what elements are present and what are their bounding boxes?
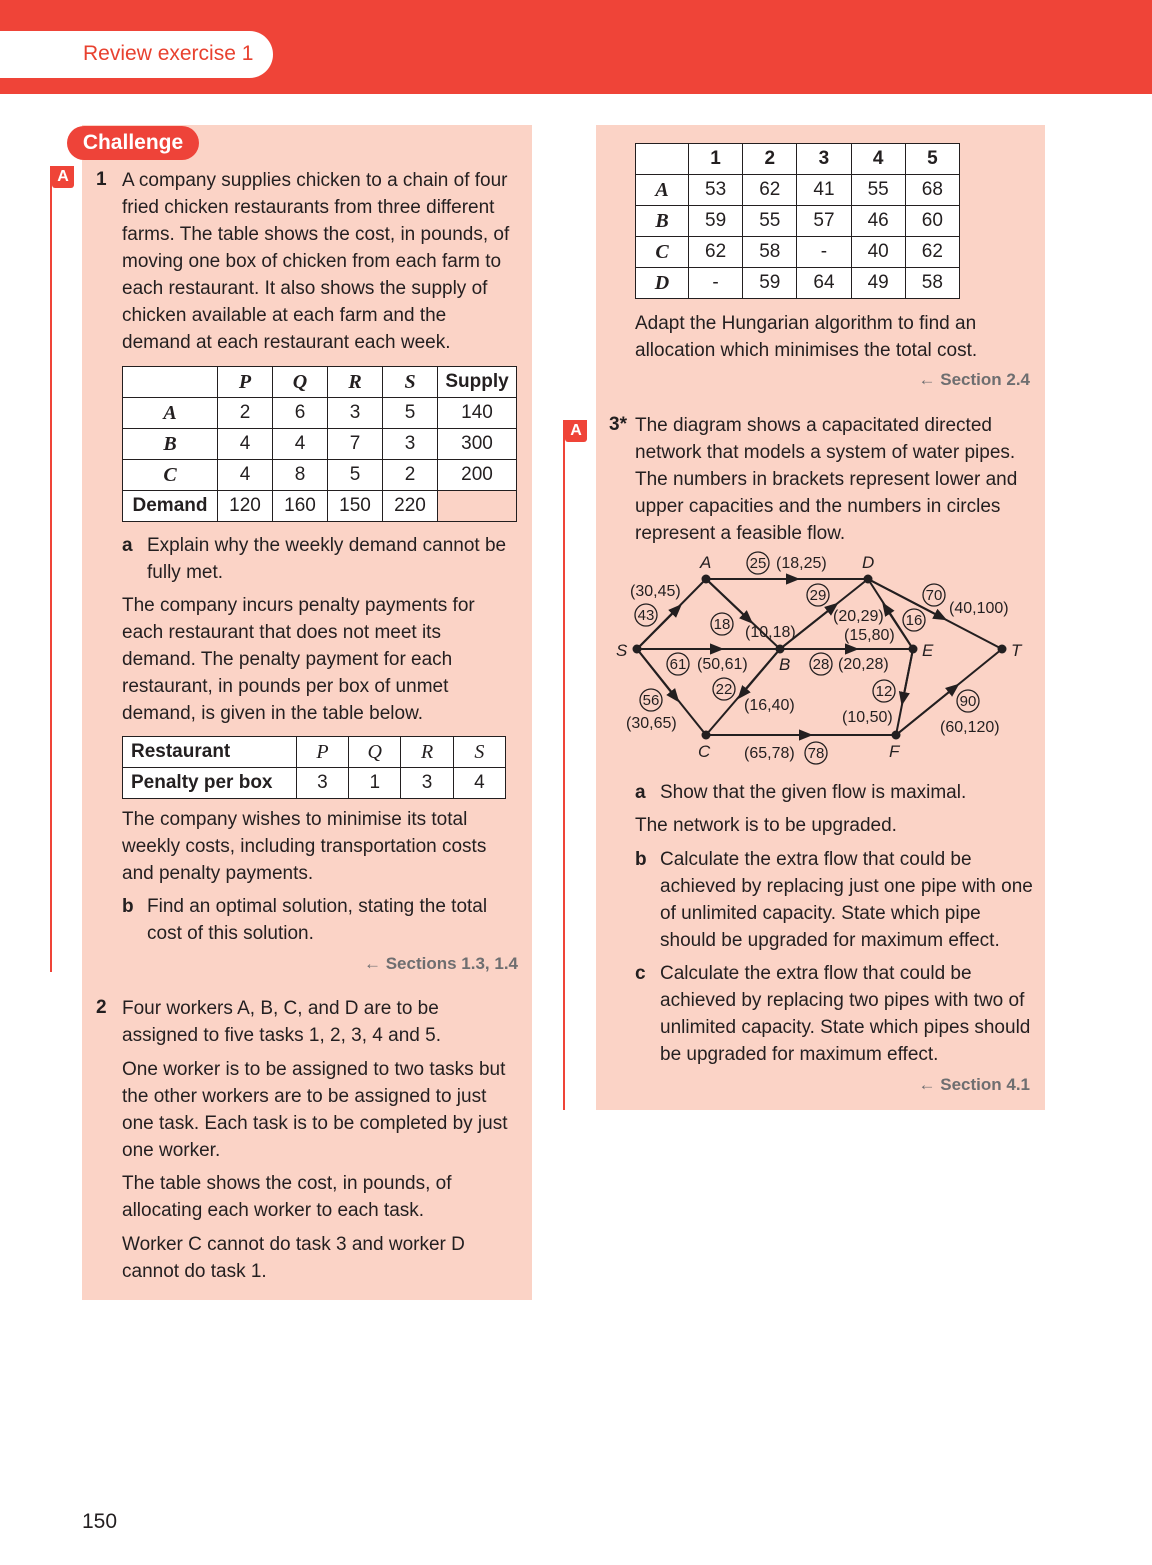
- capacity-label: (65,78): [744, 745, 795, 762]
- flow-value: 90: [959, 693, 977, 710]
- table-row: [123, 491, 517, 522]
- flow-value: 18: [713, 616, 731, 633]
- table-cell: 4: [453, 768, 505, 799]
- table-row: [636, 206, 960, 237]
- paragraph: One worker is to be assigned to two tasks but the other workers are to be assigned to just one task. Each task is to be completed by just one worker.: [122, 1059, 508, 1161]
- table-row: [636, 175, 960, 206]
- node-label: E: [922, 641, 934, 660]
- flow-value: 28: [812, 656, 830, 673]
- flow-value: 25: [749, 555, 767, 572]
- part-b: [635, 846, 1035, 954]
- table-cell: 1: [349, 768, 401, 799]
- table-cell: [123, 367, 218, 398]
- table-cell: [438, 491, 517, 522]
- flow-value: 16: [905, 612, 923, 629]
- capacity-label: (30,45): [630, 583, 681, 600]
- edge-arrow: [903, 649, 913, 699]
- capacity-label: (20,28): [838, 656, 889, 673]
- part-label: c: [635, 963, 646, 984]
- allocation-table: [635, 143, 960, 299]
- table-cell: 120: [218, 491, 273, 522]
- table-cell: A: [636, 175, 689, 206]
- table-cell: 3: [401, 768, 453, 799]
- node-A: [702, 575, 711, 584]
- table-header-row: [123, 367, 517, 398]
- part-c: [635, 960, 1035, 1068]
- penalty-text: The company incurs penalty payments for each restaurant that does not meet its demand. The penalty payment for each restaurant, in pounds per box of unmet demand, is given in the table below.: [122, 595, 475, 724]
- question-text: A company supplies chicken to a chain of four fried chicken restaurants from three different farms. The table shows the cost, in pounds, of moving one box of chicken from each farm to each restaurant. It also shows the supply of chicken available at each farm and the demand at each restaurant each week.: [122, 170, 510, 353]
- table-cell: 7: [328, 429, 383, 460]
- table-cell: 140: [438, 398, 517, 429]
- table-cell: 4: [218, 460, 273, 491]
- node-label: F: [889, 742, 900, 761]
- node-label: A: [700, 553, 712, 572]
- table-cell: -: [689, 268, 743, 299]
- table-cell: 5: [905, 144, 959, 175]
- capacity-label: (15,80): [844, 627, 895, 644]
- question-text: Four workers A, B, C, and D are to be assigned to five tasks 1, 2, 3, 4 and 5.: [122, 998, 441, 1046]
- part-text: Show that the given flow is maximal.: [660, 782, 967, 803]
- table-row: [123, 460, 517, 491]
- table-cell: Q: [349, 737, 401, 768]
- table-cell: S: [383, 367, 438, 398]
- table-cell: C: [636, 237, 689, 268]
- node-label: D: [862, 553, 875, 572]
- part-label: a: [635, 782, 646, 803]
- table-cell: B: [636, 206, 689, 237]
- table-cell: 3: [383, 429, 438, 460]
- table-cell: 8: [273, 460, 328, 491]
- node-S: [633, 645, 642, 654]
- capacity-label: (30,65): [626, 715, 677, 732]
- paragraph: Worker C cannot do task 3 and worker D cannot do task 1.: [122, 1234, 465, 1282]
- section-tab[interactable]: [0, 31, 273, 78]
- part-label: b: [122, 896, 134, 917]
- capacity-label: (10,50): [842, 709, 893, 726]
- table-row: [636, 237, 960, 268]
- table-cell: 3: [797, 144, 851, 175]
- capacity-label: (16,40): [744, 697, 795, 714]
- table-cell: 58: [905, 268, 959, 299]
- challenge-badge: Challenge: [67, 126, 199, 160]
- flow-value: 70: [925, 587, 943, 604]
- cost-table: [122, 366, 517, 522]
- table-cell: 40: [851, 237, 905, 268]
- table-cell: 49: [851, 268, 905, 299]
- table-row: [123, 737, 506, 768]
- part-a: [635, 779, 1035, 806]
- part-b: [122, 893, 522, 947]
- table-header-row: [636, 144, 960, 175]
- table-cell: 1: [689, 144, 743, 175]
- part-text: Calculate the extra flow that could be achieved by replacing just one pipe with one of unlimited capacity. State which pipe should be upgraded for maximum effect.: [660, 849, 1033, 951]
- table-cell: 4: [851, 144, 905, 175]
- table-cell: D: [636, 268, 689, 299]
- table-cell: P: [296, 737, 348, 768]
- a-level-badge: A: [52, 166, 74, 188]
- section-reference[interactable]: ← Section 4.1: [918, 1075, 1030, 1094]
- node-B: [776, 645, 785, 654]
- header-bar: [0, 0, 1152, 94]
- flow-value: 12: [875, 683, 893, 700]
- a-level-badge: A: [565, 420, 587, 442]
- flow-value: 29: [809, 587, 827, 604]
- flow-value: 22: [715, 681, 733, 698]
- capacity-label: (60,120): [940, 719, 1000, 736]
- flow-value: 78: [807, 745, 825, 762]
- table-cell: 46: [851, 206, 905, 237]
- table-cell: Demand: [123, 491, 218, 522]
- table-cell: 59: [689, 206, 743, 237]
- table-cell: 220: [383, 491, 438, 522]
- capacity-label: (50,61): [697, 656, 748, 673]
- flow-value: 56: [642, 692, 660, 709]
- node-F: [892, 731, 901, 740]
- node-T: [998, 645, 1007, 654]
- table-cell: R: [401, 737, 453, 768]
- table-cell: 41: [797, 175, 851, 206]
- table-cell: 59: [743, 268, 797, 299]
- edge-arrow: [706, 579, 748, 619]
- table-cell: 58: [743, 237, 797, 268]
- table-row: [123, 768, 506, 799]
- table-cell: 64: [797, 268, 851, 299]
- table-cell: 57: [797, 206, 851, 237]
- table-cell: Q: [273, 367, 328, 398]
- question-number: 1: [96, 169, 107, 190]
- adapt-text: Adapt the Hungarian algorithm to find an allocation which minimises the total cost.: [635, 313, 978, 361]
- part-a: [122, 532, 522, 586]
- table-cell: 55: [851, 175, 905, 206]
- part-text: Explain why the weekly demand cannot be fully met.: [147, 535, 507, 583]
- part-text: Calculate the extra flow that could be achieved by replacing two pipes with two of unlimited capacity. State which pipes should be upgraded for maximum effect.: [660, 963, 1031, 1065]
- table-row: [123, 398, 517, 429]
- part-label: a: [122, 535, 133, 556]
- node-C: [702, 731, 711, 740]
- penalty-table: [122, 736, 506, 799]
- table-cell: 3: [328, 398, 383, 429]
- network-diagram: [600, 548, 1040, 768]
- table-cell: S: [453, 737, 505, 768]
- table-cell: R: [328, 367, 383, 398]
- minimise-text: The company wishes to minimise its total weekly costs, including transportation costs and penalty payments.: [122, 809, 487, 884]
- table-cell: 150: [328, 491, 383, 522]
- capacity-label: (20,29): [833, 608, 884, 625]
- node-E: [909, 645, 918, 654]
- table-cell: C: [123, 460, 218, 491]
- table-cell: A: [123, 398, 218, 429]
- table-cell: 62: [689, 237, 743, 268]
- node-label: T: [1011, 641, 1022, 660]
- node-label: C: [698, 742, 711, 761]
- table-cell: 160: [273, 491, 328, 522]
- paragraph: The table shows the cost, in pounds, of allocating each worker to each task.: [122, 1173, 452, 1221]
- question-number: 2: [96, 997, 107, 1018]
- table-cell: 4: [218, 429, 273, 460]
- table-cell: 62: [905, 237, 959, 268]
- table-cell: 2: [218, 398, 273, 429]
- table-cell: 5: [328, 460, 383, 491]
- part-text: Find an optimal solution, stating the total cost of this solution.: [147, 896, 488, 944]
- capacity-label: (40,100): [949, 600, 1009, 617]
- section-reference[interactable]: ← Section 2.4: [918, 370, 1030, 389]
- question-number: 3*: [609, 414, 627, 435]
- question-text: The diagram shows a capacitated directed network that models a system of water pipes. The numbers in brackets represent lower and upper capacities and the numbers in circles represent a feasible flow.: [635, 415, 1018, 544]
- section-reference[interactable]: ← Sections 1.3, 1.4: [363, 954, 518, 973]
- table-cell: 4: [273, 429, 328, 460]
- table-cell: [636, 144, 689, 175]
- upgrade-text: The network is to be upgraded.: [635, 815, 897, 836]
- table-cell: 62: [743, 175, 797, 206]
- table-cell: B: [123, 429, 218, 460]
- capacity-label: (18,25): [776, 555, 827, 572]
- flow-value: 61: [669, 656, 687, 673]
- node-label: S: [616, 641, 628, 660]
- node-label: B: [779, 655, 791, 674]
- part-label: b: [635, 849, 647, 870]
- a-level-rule: [50, 166, 52, 972]
- table-cell: 2: [743, 144, 797, 175]
- capacity-label: (10,18): [745, 624, 796, 641]
- table-cell: Restaurant: [123, 737, 297, 768]
- table-cell: 6: [273, 398, 328, 429]
- table-row: [636, 268, 960, 299]
- table-cell: 300: [438, 429, 517, 460]
- table-row: [123, 429, 517, 460]
- table-cell: Supply: [438, 367, 517, 398]
- page-number: 150: [82, 1510, 118, 1533]
- table-cell: -: [797, 237, 851, 268]
- table-cell: 53: [689, 175, 743, 206]
- table-cell: 60: [905, 206, 959, 237]
- a-level-rule: [563, 420, 565, 1110]
- node-D: [864, 575, 873, 584]
- section-tab-label: Review exercise 1: [83, 42, 254, 65]
- table-cell: Penalty per box: [123, 768, 297, 799]
- table-cell: 55: [743, 206, 797, 237]
- table-cell: 68: [905, 175, 959, 206]
- flow-value: 43: [637, 607, 655, 624]
- table-cell: 5: [383, 398, 438, 429]
- table-cell: 3: [296, 768, 348, 799]
- table-cell: P: [218, 367, 273, 398]
- table-cell: 2: [383, 460, 438, 491]
- table-cell: 200: [438, 460, 517, 491]
